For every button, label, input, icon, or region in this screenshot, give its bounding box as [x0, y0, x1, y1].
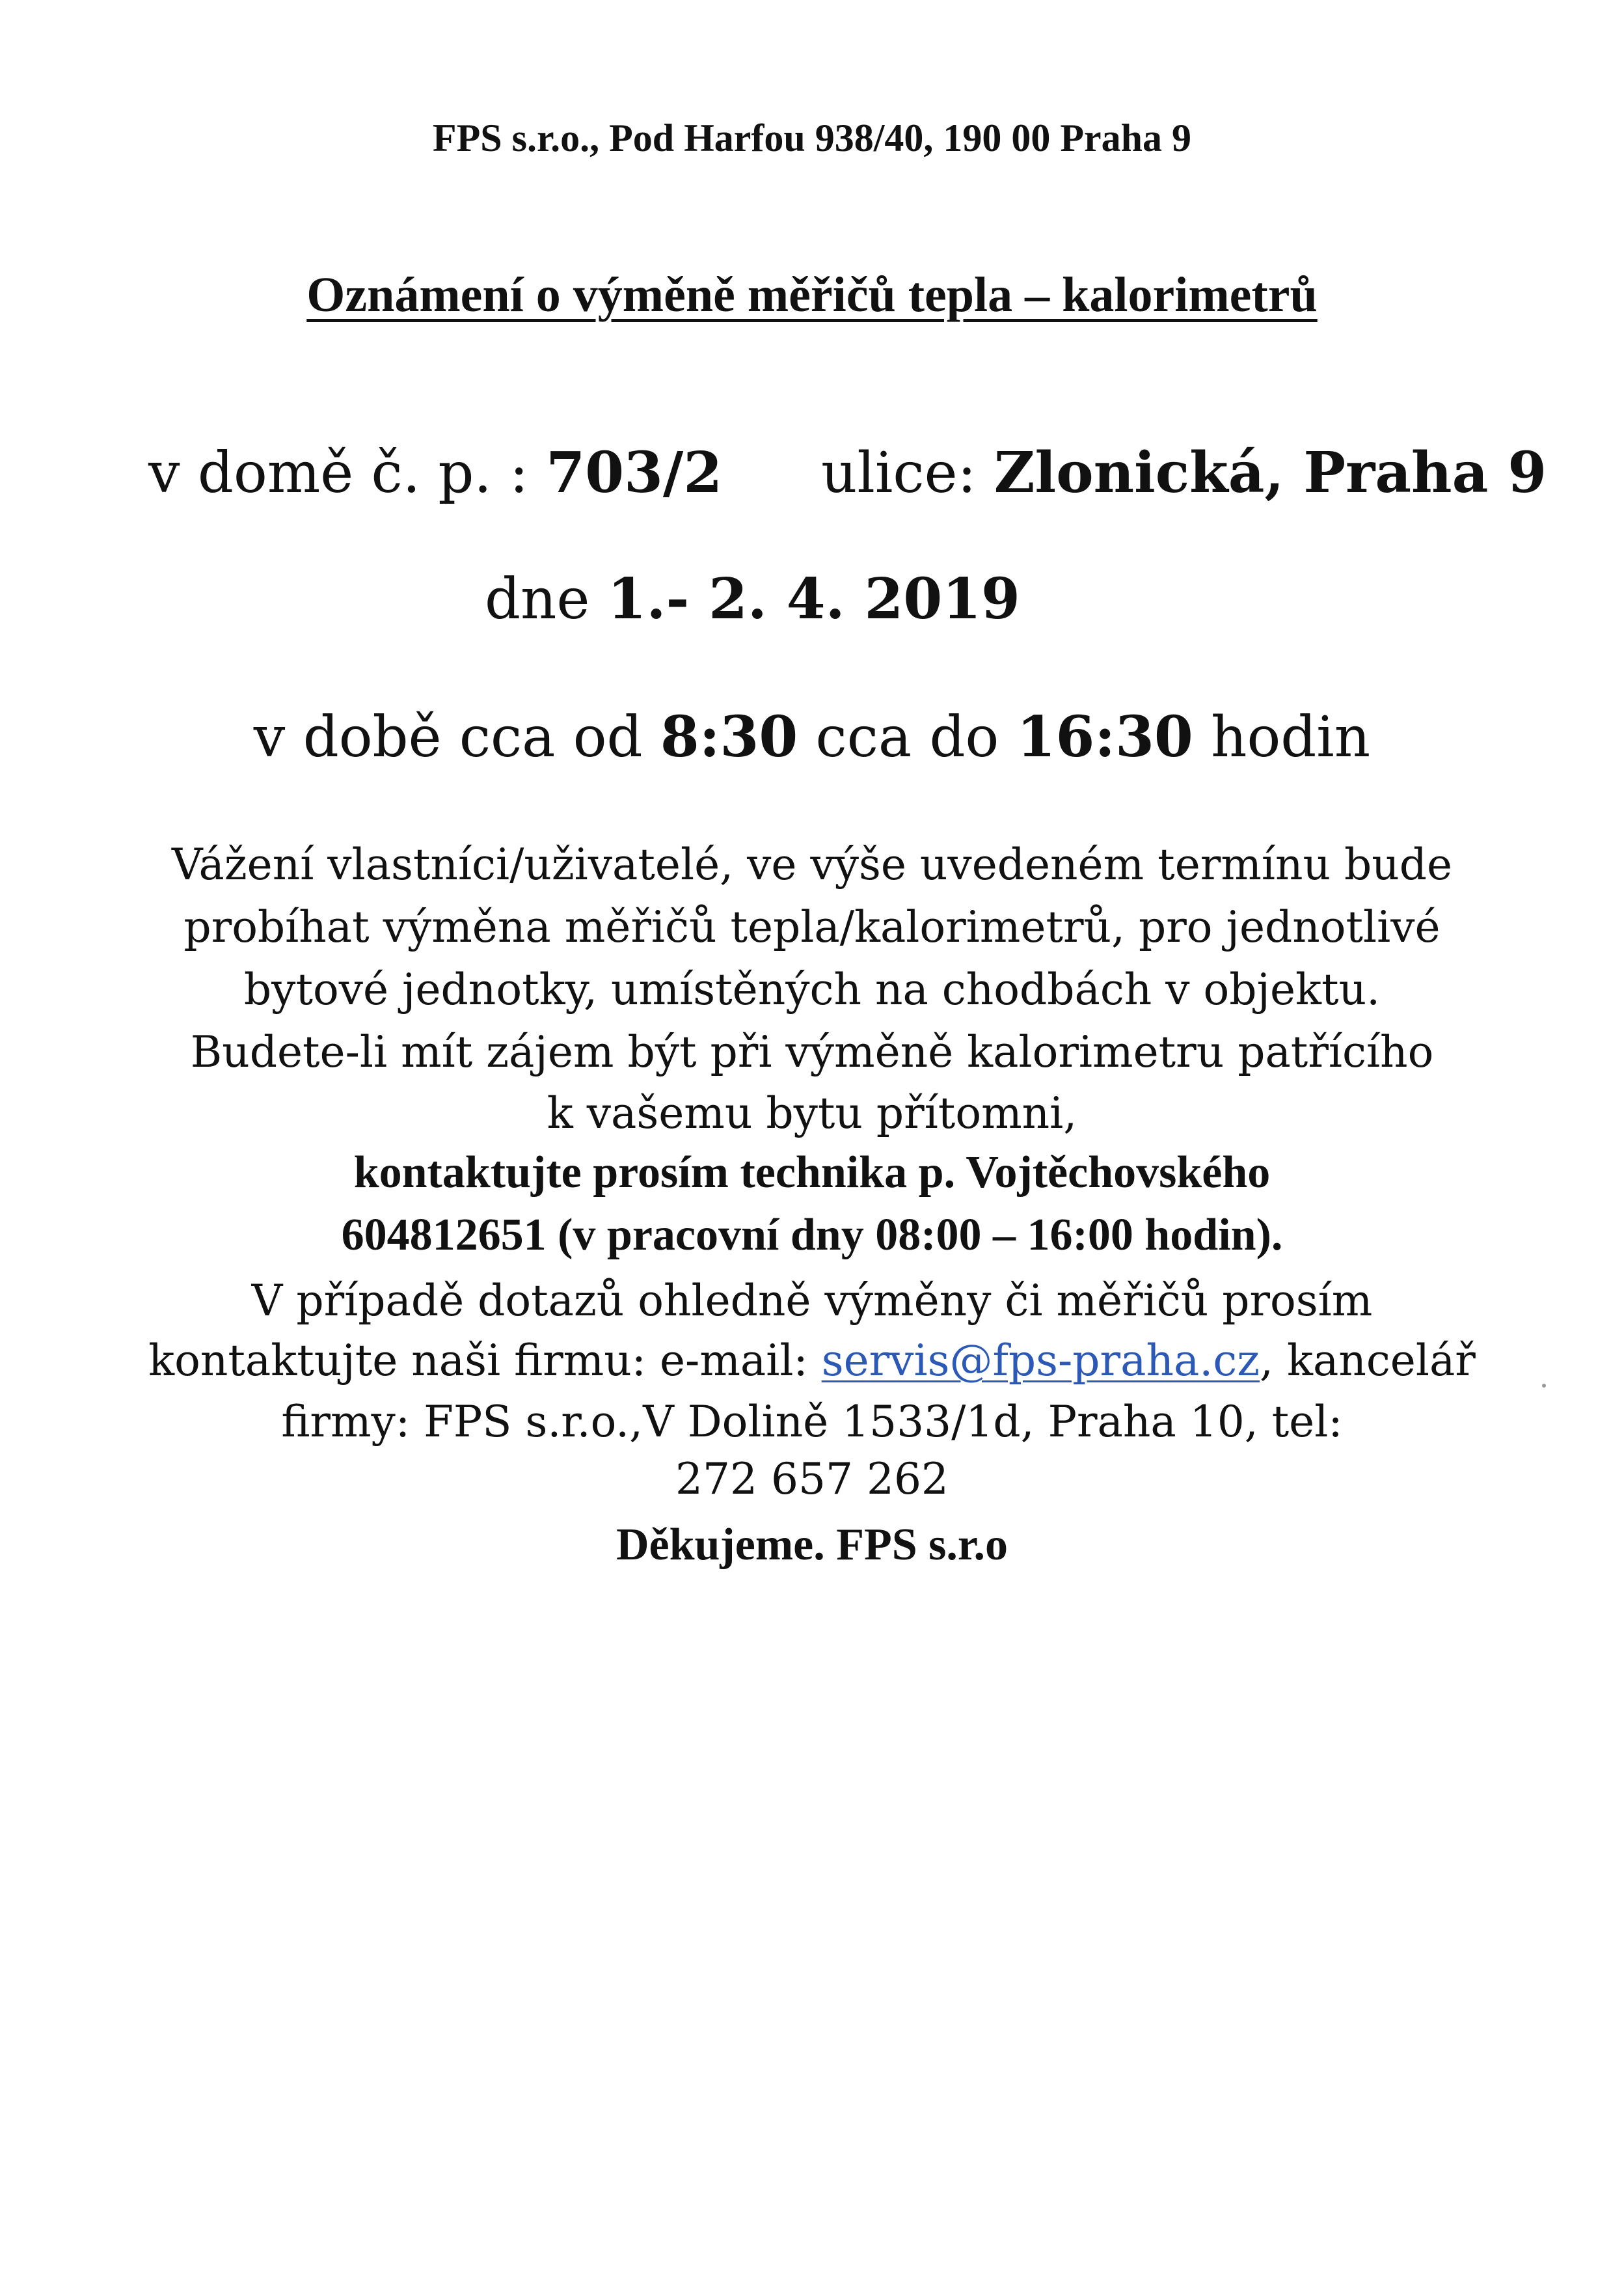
email-prefix: kontaktujte naši firmu: e-mail:	[148, 1336, 822, 1386]
body-line-2: probíhat výměna měřičů tepla/kalorimetrů, pro jednotlivé	[183, 902, 1441, 952]
office-phone: 272 657 262	[675, 1454, 949, 1504]
time-middle: cca do	[798, 705, 1017, 770]
date-label: dne	[485, 567, 608, 632]
body-line-7	[0, 1336, 1624, 1386]
notice-title: Oznámení o výměně měřičů tepla – kalorimetrů	[306, 267, 1318, 322]
date-row	[485, 566, 1020, 632]
street-label: ulice:	[821, 441, 994, 506]
time-suffix: hodin	[1193, 705, 1371, 770]
closing-thanks: Děkujeme. FPS s.r.o	[616, 1520, 1008, 1570]
house-label: v domě č. p. :	[148, 441, 547, 506]
email-suffix: , kancelář	[1260, 1336, 1476, 1386]
time-prefix: v době cca od	[253, 705, 660, 770]
technician-contact-line: kontaktujte prosím technika p. Vojtěchovského	[353, 1147, 1271, 1198]
time-to: 16:30	[1016, 704, 1193, 770]
body-line-8: firmy: FPS s.r.o.,V Dolině 1533/1d, Praha 10, tel:	[281, 1397, 1343, 1447]
body-line-4: Budete-li mít zájem být při výměně kalorimetru patřícího	[190, 1027, 1434, 1077]
house-number: 703/2	[546, 440, 723, 506]
body-line-3: bytové jednotky, umístěných na chodbách v objektu.	[243, 965, 1381, 1015]
company-address-header: FPS s.r.o., Pod Harfou 938/40, 190 00 Praha 9	[432, 117, 1192, 159]
body-line-6: V případě dotazů ohledně výměny či měřičů prosím	[251, 1276, 1373, 1326]
scan-speck	[1542, 1384, 1546, 1388]
date-value: 1.- 2. 4. 2019	[607, 566, 1020, 632]
technician-phone-line: 604812651 (v pracovní dny 08:00 – 16:00 hodin).	[341, 1210, 1283, 1260]
email-link[interactable]: servis@fps-praha.cz	[821, 1336, 1260, 1386]
house-label-group	[148, 440, 722, 506]
street-name: Zlonická, Praha 9	[994, 440, 1547, 506]
street-group	[821, 440, 1547, 506]
body-line-5: k vašemu bytu přítomni,	[547, 1088, 1077, 1138]
time-from: 8:30	[660, 704, 798, 770]
body-line-1: Vážení vlastníci/uživatelé, ve výše uvedeném termínu bude	[171, 840, 1453, 890]
time-row	[0, 704, 1624, 770]
